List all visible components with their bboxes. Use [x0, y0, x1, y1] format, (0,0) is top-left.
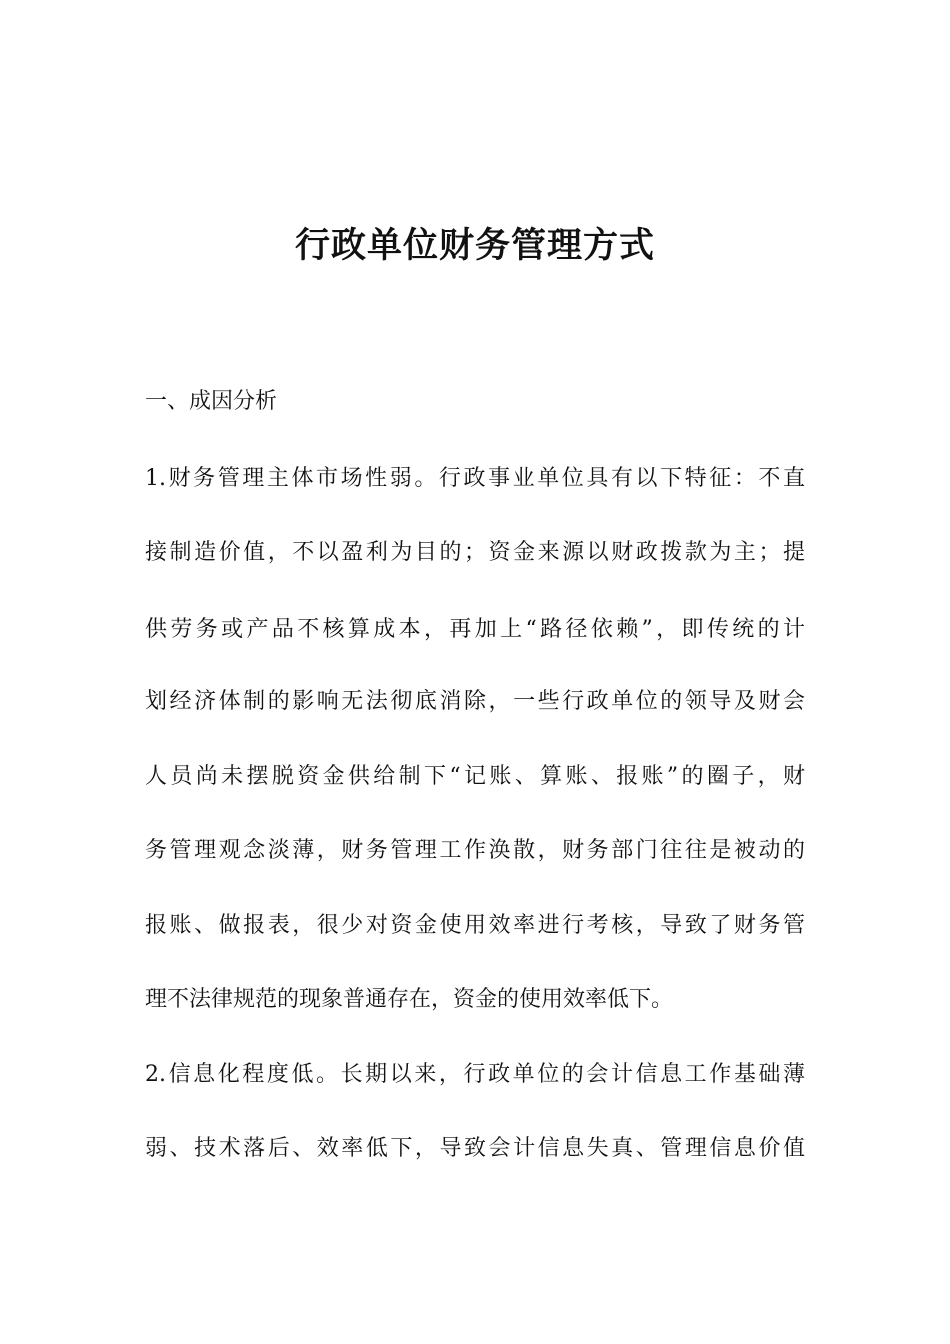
paragraph-line: 理不法律规范的现象普通存在，资金的使用效率低下。	[145, 987, 674, 1012]
paragraph-line: 务管理观念淡薄，财务管理工作涣散，财务部门往往是被动的	[145, 838, 805, 863]
paragraph-line: 划经济体制的影响无法彻底消除，一些行政单位的领导及财会	[145, 689, 805, 714]
paragraph-line: 2.信息化程度低。长期以来，行政单位的会计信息工作基础薄	[145, 1062, 805, 1087]
document-title: 行政单位财务管理方式	[294, 226, 655, 266]
paragraph-line: 供劳务或产品不核算成本，再加上“路径依赖”，即传统的计	[145, 617, 805, 642]
paragraph-line: 人员尚未摆脱资金供给制下“记账、算账、报账”的圈子，财	[145, 764, 805, 789]
paragraph-line: 1.财务管理主体市场性弱。行政事业单位具有以下特征：不直	[145, 466, 805, 491]
section-heading: 一、成因分析	[145, 389, 278, 414]
paragraph-line: 接制造价值，不以盈利为目的；资金来源以财政拨款为主；提	[145, 540, 805, 565]
paragraph-line: 弱、技术落后、效率低下，导致会计信息失真、管理信息价值	[145, 1136, 805, 1161]
paragraph-line: 报账、做报表，很少对资金使用效率进行考核，导致了财务管	[145, 913, 805, 938]
